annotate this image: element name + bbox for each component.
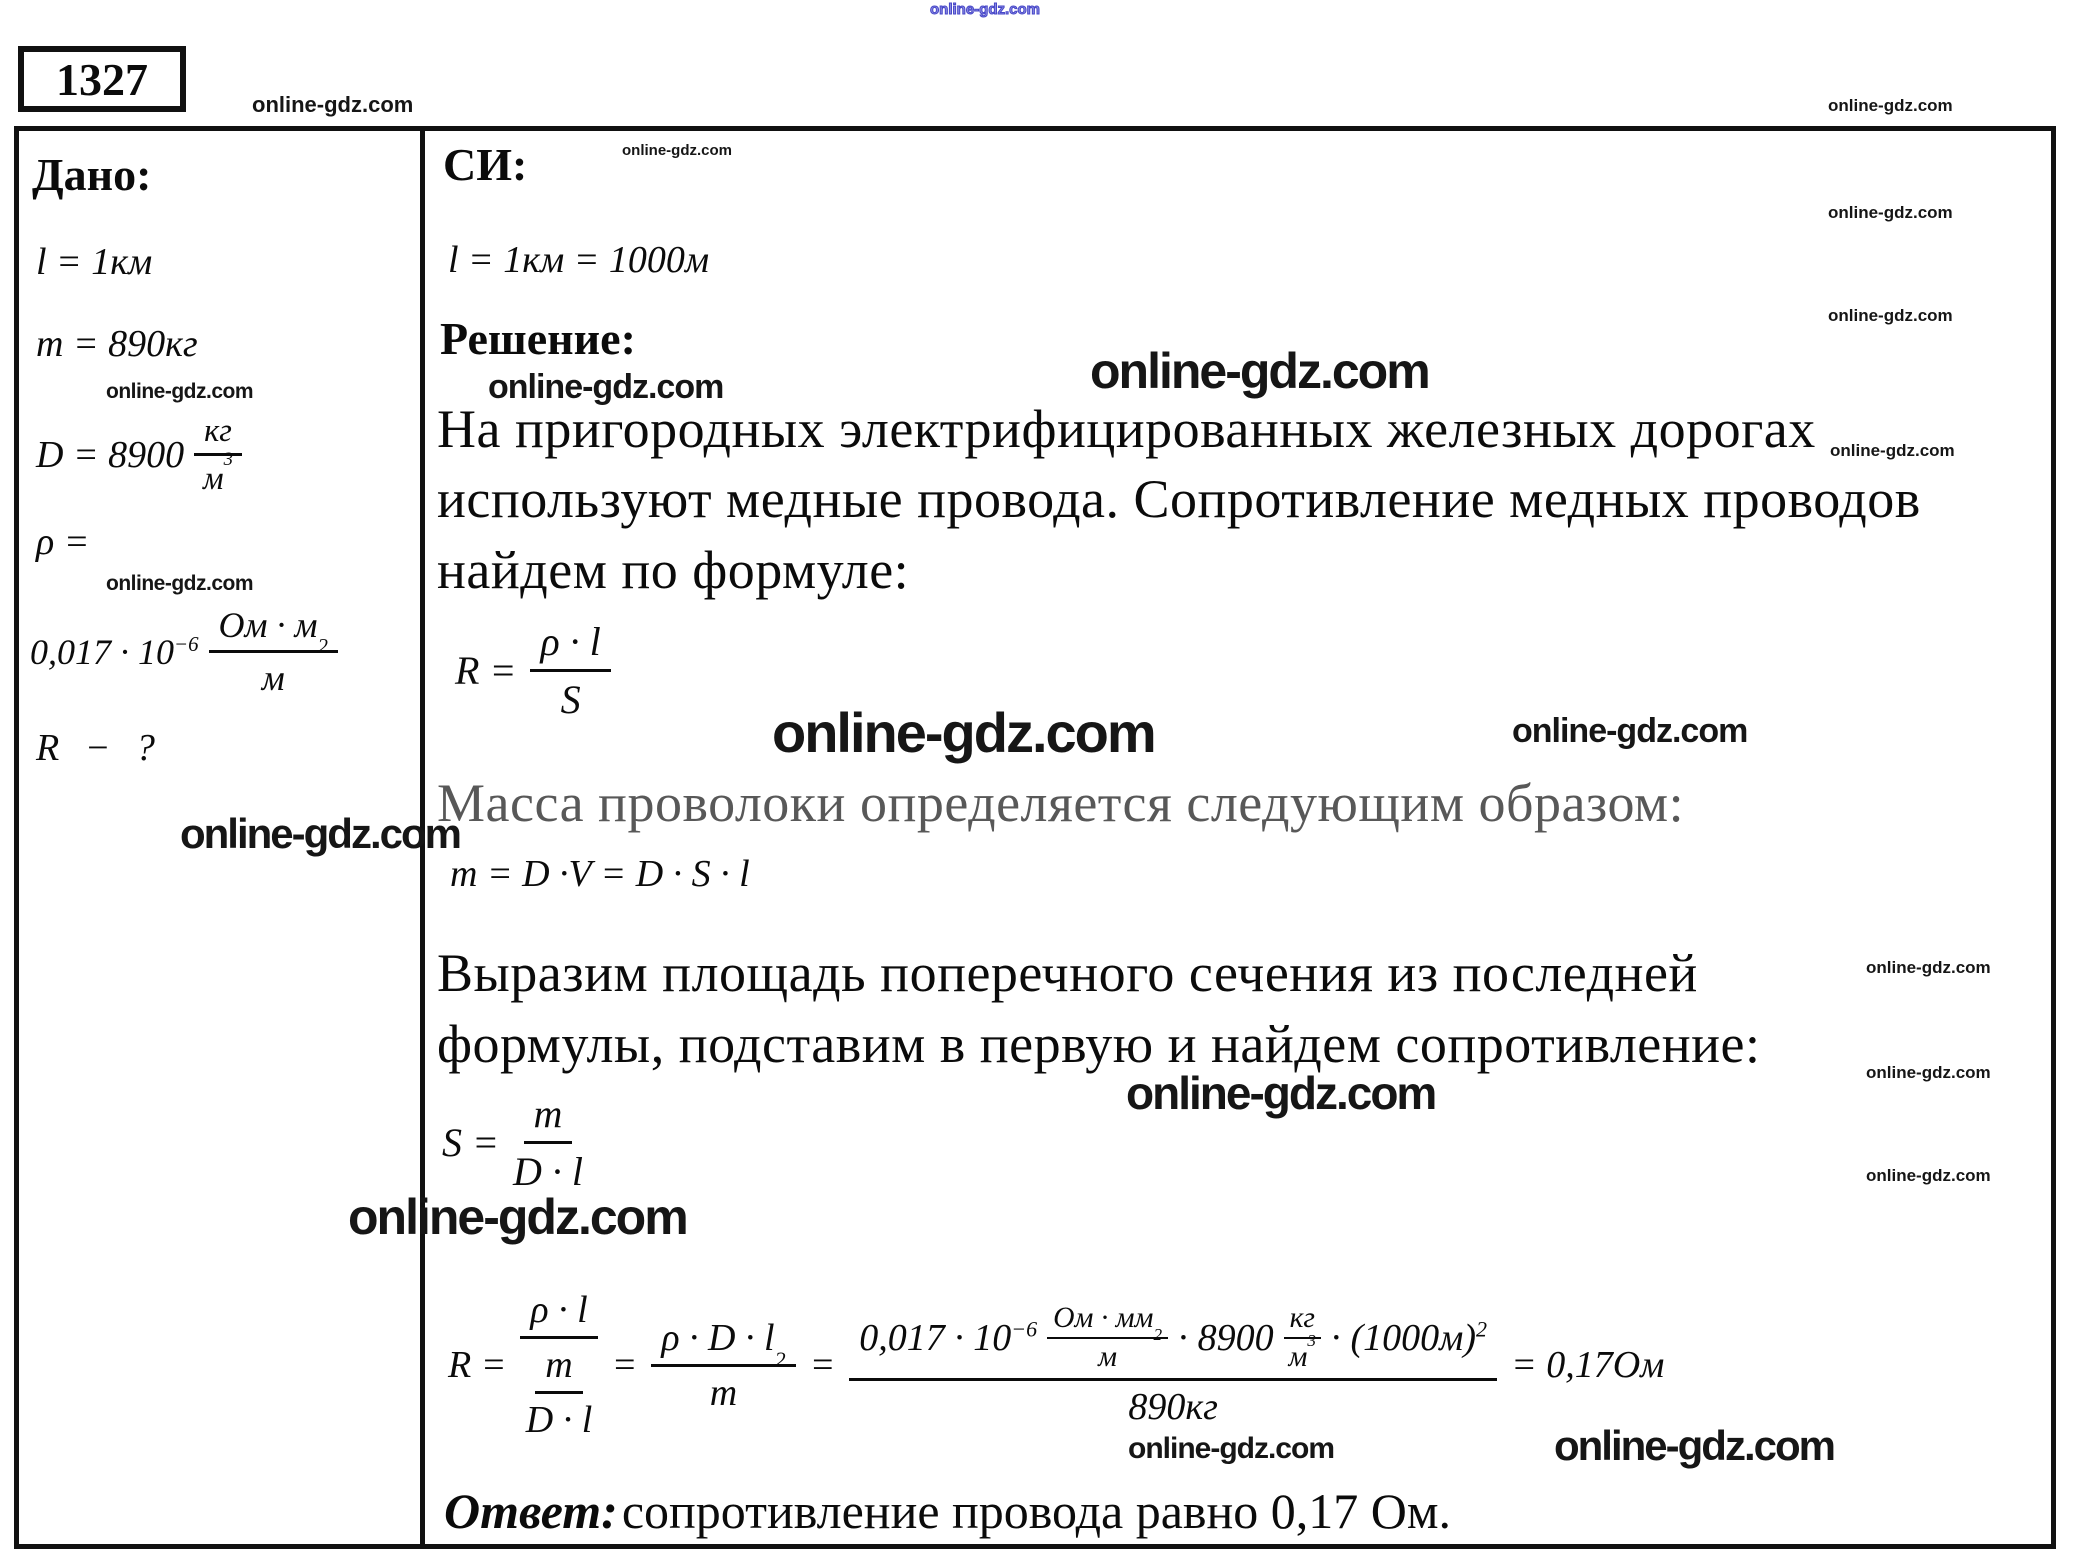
density-unit-numerator: кг bbox=[194, 412, 242, 456]
watermark-top-left: online-gdz.com bbox=[252, 92, 414, 117]
given-find: R − ? bbox=[36, 727, 163, 769]
watermark-given-2: online-gdz.com bbox=[106, 572, 253, 595]
watermark-right-6: online-gdz.com bbox=[1866, 1166, 1991, 1185]
density-prefix: D = 8900 bbox=[36, 433, 185, 476]
answer-label: Ответ: bbox=[444, 1483, 618, 1539]
final-unit1-fraction: Ом · мм 2 м bbox=[1047, 1302, 1168, 1374]
given-header: Дано: bbox=[32, 149, 152, 200]
solution-paragraph3-line1: Выразим площадь поперечного сечения из последней bbox=[437, 943, 1698, 1003]
formula-area bbox=[442, 1090, 583, 1195]
formula-final-lhs: R = bbox=[448, 1344, 507, 1386]
watermark-right-2: online-gdz.com bbox=[1828, 306, 1953, 325]
formula-final-f2-numerator: ρ · D · l 2 bbox=[651, 1316, 795, 1367]
formula-final-f1-denominator bbox=[526, 1339, 593, 1442]
given-mass: m = 890кг bbox=[36, 323, 198, 365]
watermark-right-4: online-gdz.com bbox=[1866, 958, 1991, 977]
given-density bbox=[36, 412, 242, 497]
final-parenthesis: $(1000м)^2$ bbox=[1350, 1315, 1488, 1359]
watermark-top-center: online-gdz.com bbox=[930, 1, 1040, 18]
formula-final-f1-den-den: D · l bbox=[525, 1399, 593, 1441]
formula-resistance-denominator: S bbox=[560, 677, 581, 722]
watermark-below-formula-medium: online-gdz.com bbox=[1128, 1432, 1334, 1465]
watermark-area-large-right: online-gdz.com bbox=[1126, 1067, 1436, 1119]
given-resistivity-value bbox=[30, 604, 338, 699]
watermark-mid-right: online-gdz.com bbox=[1512, 712, 1748, 750]
watermark-given-large: online-gdz.com bbox=[180, 810, 460, 857]
solution-paragraph1-line2: используют медные провода. Сопротивление медных проводов bbox=[437, 469, 1921, 529]
final-dot2: · bbox=[1330, 1316, 1341, 1359]
formula-final-eq2: = bbox=[809, 1344, 836, 1386]
answer-line bbox=[444, 1482, 1451, 1540]
watermark-given-1: online-gdz.com bbox=[106, 380, 253, 403]
formula-resistance-lhs: R = bbox=[455, 648, 517, 693]
watermark-solution-row-medium: online-gdz.com bbox=[488, 368, 724, 406]
si-header: СИ: bbox=[443, 139, 528, 190]
resistivity-unit-fraction bbox=[209, 604, 338, 699]
solution-paragraph3-line2: формулы, подставим в первую и найдем сопротивление: bbox=[437, 1014, 1761, 1074]
si-length: l = 1км = 1000м bbox=[448, 239, 710, 281]
resistivity-unit-denominator: м bbox=[261, 658, 285, 698]
formula-resistance-numerator: ρ · l bbox=[530, 618, 610, 672]
formula-area-denominator: D · l bbox=[513, 1149, 583, 1194]
formula-mass: m = D ·V = D · S · l bbox=[450, 853, 750, 895]
watermark-mid-large: online-gdz.com bbox=[772, 701, 1155, 764]
formula-area-lhs: S = bbox=[442, 1120, 499, 1165]
formula-resistance-fraction bbox=[530, 618, 610, 723]
solution-paragraph1-line3: найдем по формуле: bbox=[437, 540, 910, 600]
formula-final-fraction2 bbox=[651, 1316, 795, 1415]
formula-final-result: = 0,17Ом bbox=[1511, 1344, 1665, 1386]
solution-paragraph1-line1: На пригородных электрифицированных железных дорогах bbox=[437, 399, 1816, 459]
formula-final-f1-numerator: ρ · l bbox=[520, 1288, 597, 1339]
formula-final-eq1: = bbox=[611, 1344, 638, 1386]
formula-final-f2-denominator: m bbox=[709, 1371, 738, 1414]
formula-area-numerator: m bbox=[524, 1090, 573, 1144]
watermark-si-row: online-gdz.com bbox=[622, 142, 732, 159]
density-unit-denominator: м 3 bbox=[202, 449, 233, 496]
given-resistivity-lhs: ρ = bbox=[36, 521, 90, 563]
formula-final-fraction1 bbox=[520, 1288, 597, 1442]
problem-number: 1327 bbox=[56, 53, 148, 105]
resistivity-coefficient: $0,017 \cdot 10^{-6}$ bbox=[30, 631, 199, 672]
formula-final-f3-denominator: 890кг bbox=[1128, 1385, 1218, 1428]
problem-number-box bbox=[18, 46, 186, 112]
density-unit-fraction bbox=[194, 412, 242, 497]
watermark-final-formula-left: online-gdz.com bbox=[348, 1189, 687, 1245]
final-dot1: · bbox=[1178, 1316, 1188, 1359]
final-coefficient: $0,017 \cdot 10^{-6}$ bbox=[859, 1315, 1038, 1359]
formula-final-f1-den-num: m bbox=[535, 1343, 582, 1394]
formula-resistance bbox=[455, 618, 611, 723]
watermark-right-above-frame: online-gdz.com bbox=[1828, 96, 1953, 115]
watermark-right-1: online-gdz.com bbox=[1828, 203, 1953, 222]
final-value1: 8900 bbox=[1197, 1316, 1274, 1359]
formula-area-fraction bbox=[513, 1090, 583, 1195]
solution-paragraph2: Масса проволоки определяется следующим образом: bbox=[437, 773, 1685, 833]
watermark-below-formula-large: online-gdz.com bbox=[1554, 1422, 1834, 1469]
watermark-solution-row-large: online-gdz.com bbox=[1090, 343, 1429, 399]
given-length: l = 1км bbox=[36, 241, 153, 283]
formula-final bbox=[448, 1258, 1664, 1472]
watermark-right-5: online-gdz.com bbox=[1866, 1063, 1991, 1082]
formula-final-fraction3 bbox=[849, 1302, 1497, 1429]
final-unit2-fraction: кг м 3 bbox=[1284, 1302, 1321, 1374]
answer-text: сопротивление провода равно 0,17 Ом. bbox=[621, 1483, 1452, 1539]
resistivity-unit-numerator: Ом · м 2 bbox=[209, 604, 338, 653]
solution-header: Решение: bbox=[440, 313, 636, 364]
formula-final-f3-numerator bbox=[849, 1302, 1497, 1381]
watermark-right-3: online-gdz.com bbox=[1830, 441, 1955, 460]
